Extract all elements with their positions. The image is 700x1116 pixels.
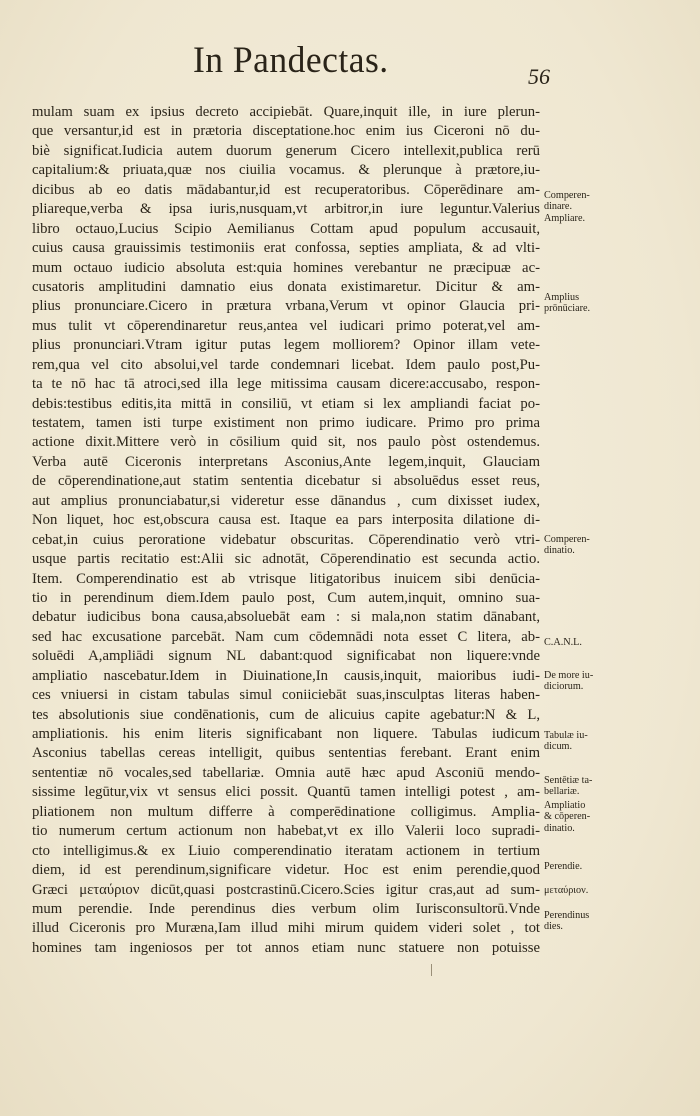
text-line: homines tam ingeniosos per tot annos etiam nunc statuere non potuisse bbox=[32, 939, 540, 956]
text-line: mum perendie. Inde perendinus dies verbum olim Iurisconsultorū.Vnde bbox=[32, 900, 540, 917]
text-line: Græci μεταύριον dicūt,quasi postcrastinū.Cicero.Scies igitur cras,aut ad sum- bbox=[32, 881, 540, 898]
text-line: tes absolutionis siue condēnationis, cum de alicuius capite agebatur:N & L, bbox=[32, 706, 540, 723]
text-line: tio numerum certum actionum non habebat,vt ex illo Valerii loco supradi- bbox=[32, 823, 540, 840]
margin-note-line: dinare. bbox=[544, 201, 573, 213]
text-line: debatur iudicibus bona causa,absoluebāt eam : si mala,non statim dānabant, bbox=[32, 609, 540, 626]
text-line: dicibus ab eo datis mādabantur,id est recuperatoribus. Cōperēdinare am- bbox=[32, 181, 540, 198]
text-line: capitalium:& priuata,quæ nos ciuilia vocamus. & plerunque à prætore,iu- bbox=[32, 162, 540, 179]
text-line: usque partis recitatio est:Alii sic adnotāt, Cōperendinatio est secunda actio. bbox=[32, 551, 540, 568]
margin-note-line: Tabulæ iu- bbox=[544, 730, 588, 741]
margin-note-line: dinatio. bbox=[544, 545, 575, 557]
text-line: ces vniuersi in cistam tabulas simul coniiciebāt suas,insculptas literas haben- bbox=[32, 687, 540, 704]
margin-note-perendinus bbox=[544, 910, 694, 933]
margin-note-line: C.A.N.L. bbox=[544, 637, 582, 648]
margin-note-amplius bbox=[544, 292, 694, 315]
text-line: de cōperendinatione,aut statim sententia dicebatur si absoluēdus esset reus, bbox=[32, 473, 540, 490]
margin-note-demore bbox=[544, 670, 694, 693]
page-bottom-mark bbox=[431, 964, 432, 976]
text-line: plius pronunciari.Vtram igitur putas legem molliorem? Opinor illam vete- bbox=[32, 337, 540, 354]
margin-note-line: prōnūciare. bbox=[544, 303, 591, 315]
margin-note-line: μεταύριον. bbox=[544, 885, 589, 896]
text-line: mus tulit vt cōperendinaretur reus,antea vel iudicari primo poterat,vel am- bbox=[32, 317, 540, 334]
margin-note-line: Perendie. bbox=[544, 861, 583, 872]
text-line: ampliationis. his enim literis significabant non liquere. Tabulas iudicum bbox=[32, 726, 540, 742]
text-line: biè significat.Iudicia autem duorum generum Cicero intellexit,publica rerū bbox=[32, 142, 540, 159]
text-line: Asconius tabellas cereas intelligit, quibus sententias ferebant. Erant enim bbox=[32, 745, 540, 762]
running-head-title: In Pandectas. bbox=[193, 40, 389, 81]
margin-note-line: bellariæ. bbox=[544, 786, 580, 798]
text-line: actione dixit.Mittere verò in cōsilium quid sit, nos paulo pòst ostendemus. bbox=[32, 434, 540, 451]
text-line: cebat,in cuius peroratione videbatur obscuritas. Cōperendinatio verò vtri- bbox=[32, 531, 540, 548]
margin-note-line: Amplius bbox=[544, 292, 580, 303]
text-line: aut amplius pronunciabatur,si videretur esse dānandus , cum dixisset iudex, bbox=[32, 492, 540, 509]
margin-note-canl bbox=[544, 637, 694, 648]
text-line: ampliatio nascebatur.Idem in Diuinatione,In causis,inquit, maioribus iudi- bbox=[32, 667, 540, 684]
text-line: mulam suam ex ipsius decreto accipiebāt. Quare,inquit ille, in iure plerun- bbox=[32, 104, 540, 120]
text-line: debis:testibus editis,ita mittā in consiliū, vt etiam si lex ampliandi faciat po- bbox=[32, 395, 540, 412]
text-line: Verba autē Ciceronis interpretans Asconius,Ante legem,inquit, Glauciam bbox=[32, 453, 540, 470]
text-line: sed hac excusatione parcebāt. Nam cum cōdemnādi nota esset C litera, ab- bbox=[32, 628, 540, 645]
text-line: Non liquet, hoc est,obscura causa est. Itaque ea pars interposita dilatione di- bbox=[32, 512, 540, 529]
text-line: libro octauo,Lucius Scipio Aemilianus Cottam apud populum accusauit, bbox=[32, 220, 540, 237]
text-line: plius pronunciare.Cicero in prætura vrbana,Verum vt opinor Glaucia pri- bbox=[32, 298, 540, 315]
margin-note-greek bbox=[544, 885, 694, 896]
margin-note-line: & cōperen- bbox=[544, 811, 591, 823]
margin-note-line: Sentētiæ ta- bbox=[544, 775, 593, 786]
margin-note-line: Ampliare. bbox=[544, 212, 586, 224]
margin-note-comperendinatio bbox=[544, 534, 694, 557]
text-line: cto intelligimus.& ex Liuio comperendinatio iteratam actionem in tertium bbox=[32, 842, 540, 859]
text-line: diem, id est perendinum,significare videtur. Hoc est enim perendie,quod bbox=[32, 862, 540, 879]
text-line: que versantur,id est in prætoria disceptatione.hoc enim ius Ciceroni nō du- bbox=[32, 123, 540, 140]
margin-note-perendie bbox=[544, 861, 694, 872]
margin-note-tabulae bbox=[544, 730, 694, 753]
text-line: testatem, tamen isti turpe existiment non primo iudicare. Primo pro prima bbox=[32, 415, 540, 431]
text-line: sententiæ nō vocales,sed tabellariæ. Omnia autē hæc apud Asconiū mendo- bbox=[32, 764, 540, 781]
margin-note-sententiae bbox=[544, 775, 694, 798]
text-line: pliareque,verba & ipsa iuris,nusquam,vt arbitror,in iure leguntur.Valerius bbox=[32, 201, 540, 218]
text-line: soluēdi A,ampliādi signum NL dabant:quod significabat non liquere:vnde bbox=[32, 648, 540, 665]
page-number: 56 bbox=[528, 64, 550, 89]
text-line: illud Ciceronis pro Muræna,Iam illud mihi mirum quidem videri solet , tot bbox=[32, 920, 540, 937]
text-line: cusatoris amplitudini damnatio eius donata existimaretur. Dicitur & am- bbox=[32, 278, 540, 295]
text-line: rem,qua vel cito absolui,vel tarde condemnari licebat. Idem paulo post,Pu- bbox=[32, 356, 540, 373]
text-line: Item. Comperendinatio est ab vtrisque litigatoribus inuicem sibi denūcia- bbox=[32, 570, 540, 587]
margin-note-ampliatio bbox=[544, 800, 694, 834]
text-line: sissime legūtur,vix vt sensus elici possit. Quantū tamen intelligi potest , am- bbox=[32, 784, 540, 801]
margin-note-line: diciorum. bbox=[544, 681, 584, 693]
margin-note-line: Ampliatio bbox=[544, 800, 586, 811]
text-line: mum octauo iudicio absoluta est:quia homines verebantur ne præcipuæ ac- bbox=[32, 259, 540, 276]
margin-note-line: De more iu- bbox=[544, 670, 594, 681]
margin-note-line: dicum. bbox=[544, 741, 573, 753]
margin-note-line: Comperen- bbox=[544, 534, 590, 545]
margin-note-line: dies. bbox=[544, 921, 563, 933]
main-text-block bbox=[32, 103, 540, 965]
text-line: pliationem non multum differre à comperēdinatione colligimus. Amplia- bbox=[32, 803, 540, 820]
text-line: tio in perendinum diem.Idem paulo post, Cum autem,inquit, omnino sua- bbox=[32, 589, 540, 606]
margin-note-line: dinatio. bbox=[544, 822, 575, 834]
margin-note-line: Perendinus bbox=[544, 910, 590, 921]
text-line: cuius causa grauissimis testimoniis erat confossa, septies ampliata, & ad vlti- bbox=[32, 240, 540, 257]
margin-note-line: Comperen- bbox=[544, 190, 590, 201]
margin-note-comperendinare bbox=[544, 190, 694, 224]
text-line: ta te nō hac tā atroci,sed illa lege mitissima causam dicere:accusabo, respon- bbox=[32, 376, 540, 393]
